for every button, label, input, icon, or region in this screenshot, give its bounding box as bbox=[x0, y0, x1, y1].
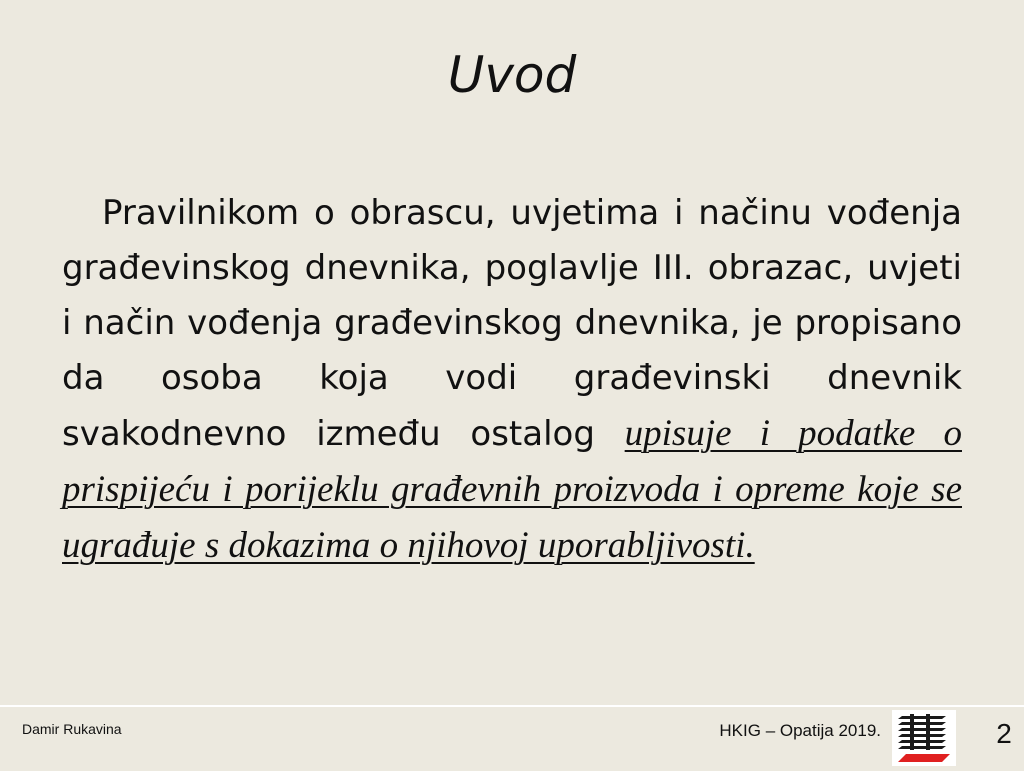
hkig-logo-icon bbox=[892, 710, 956, 766]
footer-event: HKIG – Opatija 2019. bbox=[719, 721, 881, 740]
paragraph-plain-text: Pravilnikom o obrascu, uvjetima i načinu vođenja građevinskog dnevnika, poglavlje III. obrazac, uvjeti i način vođenja građevinskog dnevnika, je propisano da osoba koja vodi građevinski dnevnik svakodnevno između ostalog bbox=[62, 193, 962, 454]
slide-number: 2 bbox=[996, 718, 1012, 749]
slide-title: Uvod bbox=[447, 46, 577, 104]
footer-divider bbox=[0, 705, 1024, 707]
footer-author: Damir Rukavina bbox=[22, 721, 122, 737]
slide-paragraph bbox=[62, 186, 962, 574]
paragraph-emphasis-text: upisuje i podatke o prispijeću i porijeklu građevnih proizvoda i opreme koje se ugrađuje s dokazima o njihovoj uporabljivosti. bbox=[62, 413, 962, 566]
